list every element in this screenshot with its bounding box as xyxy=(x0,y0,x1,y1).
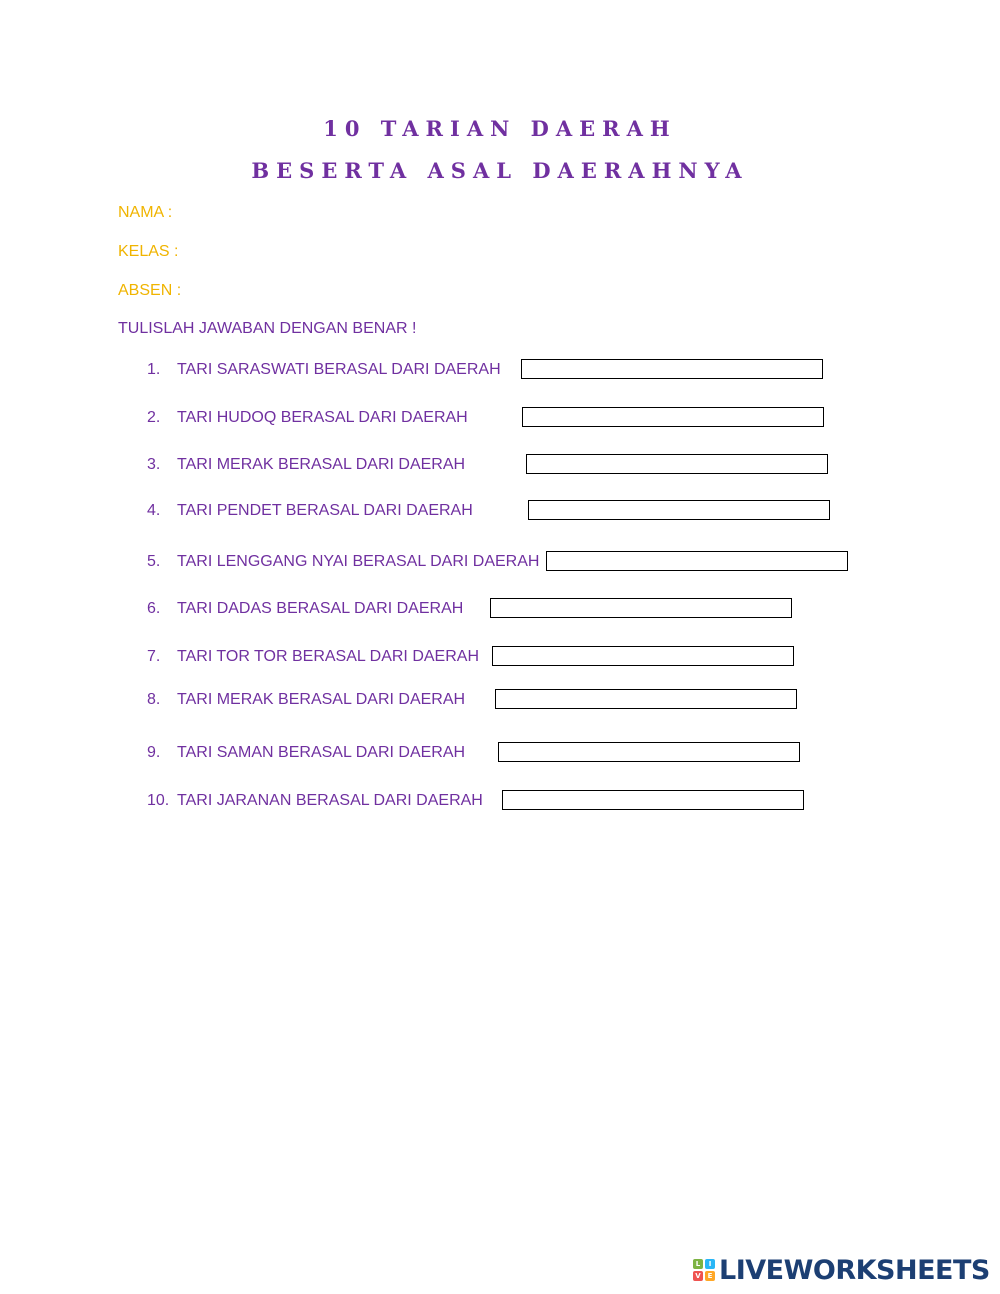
question-text: TARI TOR TOR BERASAL DARI DAERAH xyxy=(177,648,479,665)
question-text: TARI DADAS BERASAL DARI DAERAH xyxy=(177,600,464,617)
answer-input-8[interactable] xyxy=(495,689,797,709)
worksheet-title-line-1: 10 TARIAN DAERAH xyxy=(323,116,677,141)
question-number: 5. xyxy=(147,553,161,570)
question-item xyxy=(0,742,1000,764)
question-number: 8. xyxy=(147,691,161,708)
question-number: 9. xyxy=(147,744,161,761)
answer-input-4[interactable] xyxy=(528,500,830,520)
answer-input-1[interactable] xyxy=(521,359,823,379)
absence-label: ABSEN : xyxy=(118,282,182,299)
question-item xyxy=(0,551,1000,573)
question-number: 7. xyxy=(147,648,161,665)
question-text: TARI SAMAN BERASAL DARI DAERAH xyxy=(177,744,466,761)
question-number: 3. xyxy=(147,456,161,473)
worksheet-title-line-2: BESERTA ASAL DAERAHNYA xyxy=(251,158,749,183)
question-number: 6. xyxy=(147,600,161,617)
name-label: NAMA : xyxy=(118,204,173,221)
class-label: KELAS : xyxy=(118,243,179,260)
question-text: TARI LENGGANG NYAI BERASAL DARI DAERAH xyxy=(177,553,540,570)
answer-input-6[interactable] xyxy=(490,598,792,618)
answer-input-9[interactable] xyxy=(498,742,800,762)
question-item xyxy=(0,790,1000,812)
question-item xyxy=(0,500,1000,522)
question-text: TARI SARASWATI BERASAL DARI DAERAH xyxy=(177,361,501,378)
question-text: TARI JARANAN BERASAL DARI DAERAH xyxy=(177,792,483,809)
question-number: 4. xyxy=(147,502,161,519)
question-number: 10. xyxy=(147,792,170,809)
answer-input-7[interactable] xyxy=(492,646,794,666)
question-item xyxy=(0,407,1000,429)
question-item xyxy=(0,689,1000,711)
liveworksheets-logo-icon xyxy=(693,1259,715,1281)
logo-tile-e: E xyxy=(705,1271,715,1281)
question-text: TARI HUDOQ BERASAL DARI DAERAH xyxy=(177,409,468,426)
answer-input-2[interactable] xyxy=(522,407,824,427)
question-text: TARI PENDET BERASAL DARI DAERAH xyxy=(177,502,473,519)
logo-tile-l: L xyxy=(693,1259,703,1269)
answer-input-5[interactable] xyxy=(546,551,848,571)
question-item xyxy=(0,454,1000,476)
question-item xyxy=(0,646,1000,668)
logo-text: LIVEWORKSHEETS xyxy=(719,1254,990,1286)
logo-tile-i: I xyxy=(705,1259,715,1269)
liveworksheets-logo xyxy=(693,1255,990,1285)
answer-input-3[interactable] xyxy=(526,454,828,474)
question-text: TARI MERAK BERASAL DARI DAERAH xyxy=(177,456,466,473)
question-item xyxy=(0,598,1000,620)
question-number: 2. xyxy=(147,409,161,426)
question-text: TARI MERAK BERASAL DARI DAERAH xyxy=(177,691,466,708)
answer-input-10[interactable] xyxy=(502,790,804,810)
question-item xyxy=(0,359,1000,381)
instruction-text: TULISLAH JAWABAN DENGAN BENAR ! xyxy=(118,320,417,337)
question-number: 1. xyxy=(147,361,161,378)
logo-tile-v: V xyxy=(693,1271,703,1281)
